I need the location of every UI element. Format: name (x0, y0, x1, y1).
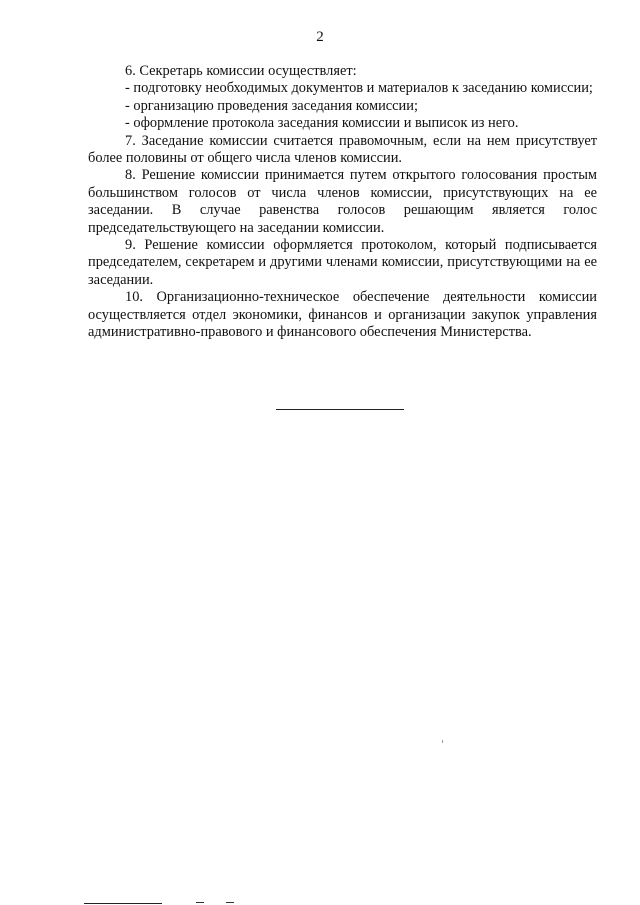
scan-speck (442, 740, 443, 743)
paragraph-quorum: 7. Заседание комиссии считается правомочным, если на нем присутствует более половины от общего числа членов комиссии. (88, 132, 597, 167)
paragraph-voting: 8. Решение комиссии принимается путем открытого голосования простым большинством голосов от числа членов комиссии, присутствующих на ее заседании. В случае равенства голосов решающим является голос председательствующего на заседании комиссии. (88, 167, 597, 236)
footer-mark (196, 902, 204, 903)
paragraph-technical-support: 10. Организационно-техническое обеспечение деятельности комиссии осуществляется отдел экономики, финансов и организации закупок управления административно-правового и финансового обеспечения Министерства. (88, 289, 597, 341)
footer-mark (226, 902, 234, 903)
page-number: 2 (316, 29, 324, 45)
paragraph-decision-protocol: 9. Решение комиссии оформляется протоколом, который подписывается председателем, секретарем и другими членами комиссии, присутствующими на ее заседании. (88, 237, 597, 288)
end-divider (276, 409, 404, 410)
paragraph-duty-documents: - подготовку необходимых документов и материалов к заседанию комиссии; (125, 80, 593, 97)
paragraph-duty-protocol: - оформление протокола заседания комиссии и выписок из него. (125, 115, 519, 132)
paragraph-duty-organization: - организацию проведения заседания комиссии; (125, 97, 418, 114)
footer-line (84, 903, 162, 904)
document-body (88, 63, 597, 342)
paragraph-secretary-duties: 6. Секретарь комиссии осуществляет: (125, 63, 357, 79)
